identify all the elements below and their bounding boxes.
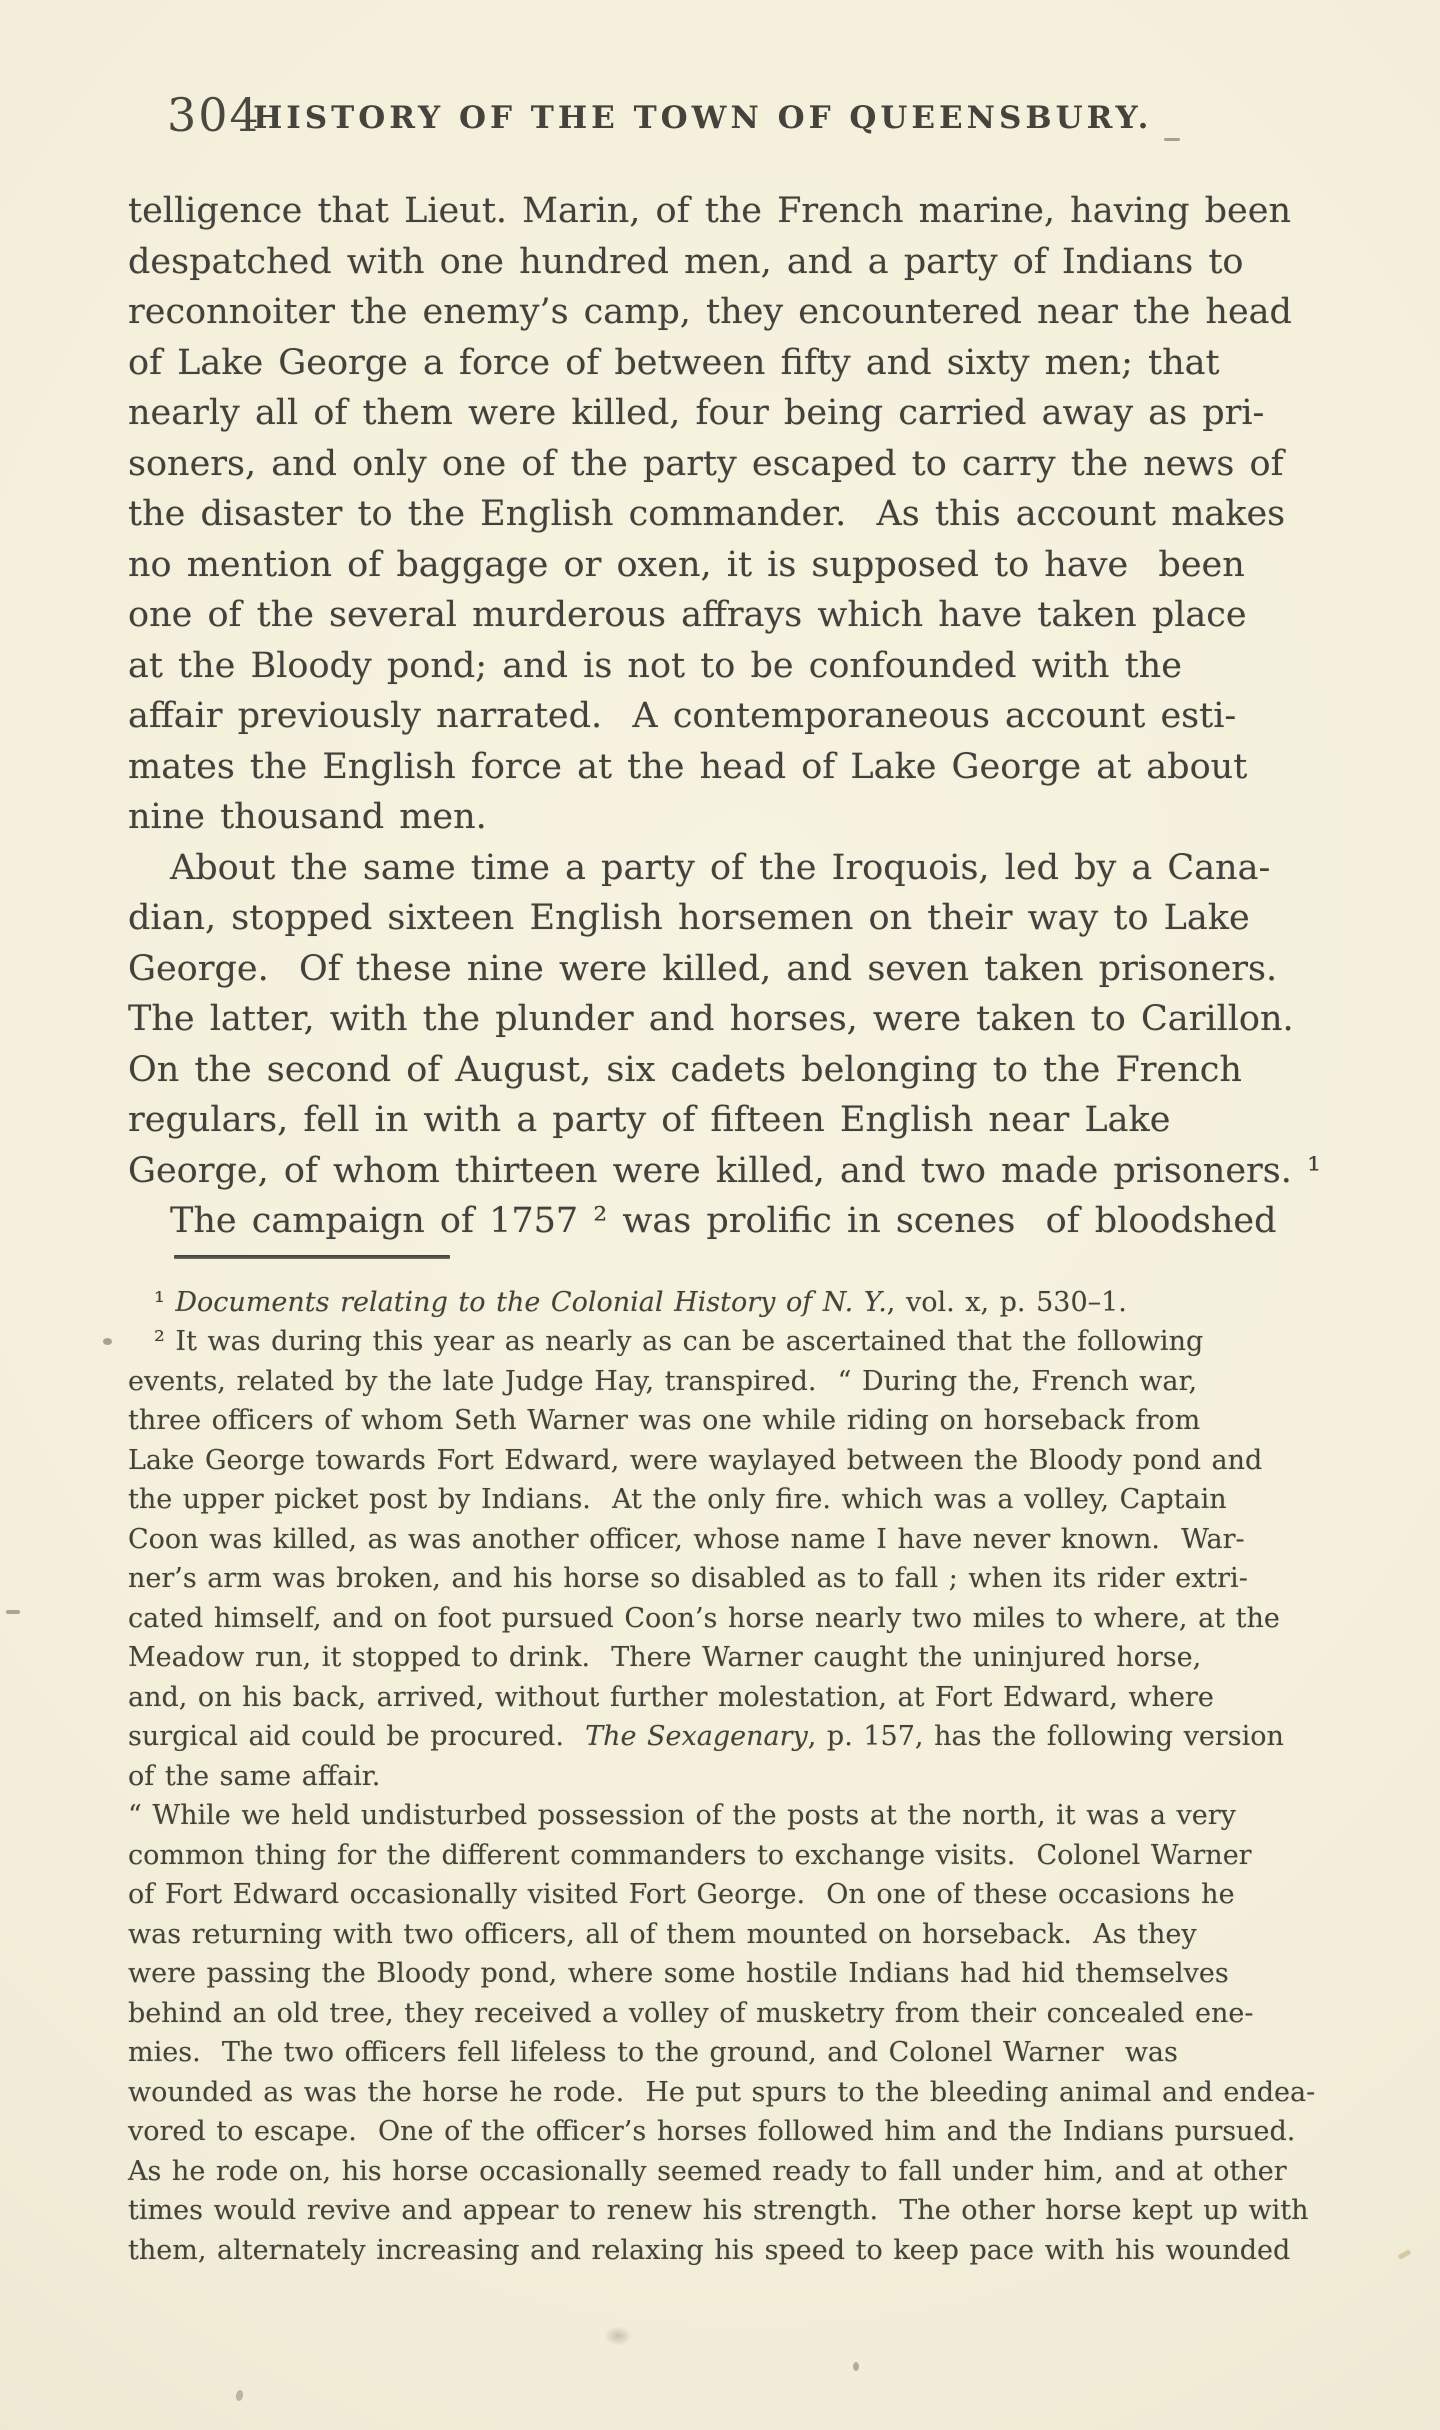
text-line: despatched with one hundred men, and a party of Indians to — [128, 241, 1244, 282]
text-line: soners, and only one of the party escaped to carry the news of — [128, 443, 1284, 484]
text-line: wounded as was the horse he rode. He put spurs to the bleeding animal and endea- — [128, 2076, 1316, 2108]
text-line: reconnoiter the enemy’s camp, they encountered near the head — [128, 292, 1292, 332]
ink-speck — [103, 1338, 112, 1345]
text-line: surgical aid could be procured. The Sexagenary, p. 157, has the following version — [128, 1721, 1284, 1752]
running-header: HISTORY OF THE TOWN OF QUEENSBURY. — [253, 100, 1153, 136]
text-line: three officers of whom Seth Warner was one while riding on horseback from — [128, 1405, 1201, 1436]
text-line: dian, stopped sixteen English horsemen on their way to Lake — [128, 898, 1250, 938]
text-line: the disaster to the English commander. As this account makes — [128, 494, 1286, 534]
text-line: of Fort Edward occasionally visited Fort George. On one of these occasions he — [128, 1879, 1235, 1910]
text-line: regulars, fell in with a party of fifteen English near Lake — [128, 1100, 1171, 1140]
footnote-2-sexagenary-quote — [128, 1796, 1378, 2270]
footnote-2-judge-hay-account — [128, 1322, 1378, 1796]
text-line: Meadow run, it stopped to drink. There Warner caught the uninjured horse, — [128, 1642, 1202, 1673]
text-line: telligence that Lieut. Marin, of the French marine, having been — [128, 191, 1291, 231]
paper-fiber-mark — [1398, 2249, 1412, 2260]
ink-speck — [235, 2389, 244, 2401]
text-line: Lake George towards Fort Edward, were waylayed between the Bloody pond and — [128, 1444, 1263, 1476]
footnotes-section — [128, 1283, 1378, 2271]
text-line: one of the several murderous affrays which have taken place — [128, 595, 1247, 635]
text-line: The campaign of 1757 ² was prolific in scenes of bloodshed — [170, 1201, 1277, 1241]
paper-smudge — [604, 2326, 632, 2346]
text-line: at the Bloody pond; and is not to be confounded with the — [128, 645, 1182, 686]
text-line: mies. The two officers fell lifeless to the ground, and Colonel Warner was — [128, 2037, 1178, 2068]
text-line: George, of whom thirteen were killed, and two made prisoners. ¹ — [128, 1150, 1322, 1191]
text-line: the upper picket post by Indians. At the only fire. which was a volley, Captain — [128, 1484, 1227, 1515]
text-line: Coon was killed, as was another officer, whose name I have never known. War- — [128, 1523, 1245, 1555]
text-column — [128, 186, 1378, 2270]
text-line: The latter, with the plunder and horses, were taken to Carillon. — [128, 999, 1294, 1039]
text-line: times would revive and appear to renew his strength. The other horse kept up with — [128, 2195, 1309, 2226]
ink-speck — [6, 1610, 20, 1614]
paragraph-campaign-1757 — [128, 1196, 1378, 1247]
paragraph-continued-from-previous-page — [128, 186, 1378, 843]
text-line: events, related by the late Judge Hay, transpired. “ During the, French war, — [128, 1365, 1198, 1397]
body-text — [128, 186, 1378, 1247]
footnote-1-citation — [128, 1283, 1378, 1323]
text-line: them, alternately increasing and relaxing his speed to keep pace with his wounded — [128, 2234, 1291, 2266]
text-line: ner’s arm was broken, and his horse so disabled as to fall ; when its rider extri- — [128, 1563, 1248, 1594]
text-line: mates the English force at the head of Lake George at about — [128, 746, 1248, 787]
ink-speck — [853, 2362, 859, 2371]
scan-artifact-dash — [1164, 138, 1180, 141]
text-line: About the same time a party of the Iroquois, led by a Cana- — [170, 847, 1271, 888]
text-line: cated himself, and on foot pursued Coon’s horse nearly two miles to where, at the — [128, 1602, 1280, 1634]
text-line: “ While we held undisturbed possession of the posts at the north, it was a very — [128, 1800, 1236, 1831]
paragraph-iroquois-party — [128, 843, 1378, 1197]
text-line: nearly all of them were killed, four being carried away as pri- — [128, 393, 1265, 433]
text-line: no mention of baggage or oxen, it is supposed to have been — [128, 544, 1245, 585]
text-line: behind an old tree, they received a volley of musketry from their concealed ene- — [128, 1997, 1254, 2029]
text-line: of Lake George a force of between fifty and sixty men; that — [128, 342, 1220, 383]
text-line: On the second of August, six cadets belonging to the French — [128, 1049, 1242, 1090]
text-line: affair previously narrated. A contemporaneous account esti- — [128, 696, 1237, 736]
text-line: As he rode on, his horse occasionally seemed ready to fall under him, and at other — [128, 2155, 1287, 2187]
text-line: were passing the Bloody pond, where some hostile Indians had hid themselves — [128, 1958, 1229, 1989]
text-line: ² It was during this year as nearly as can be ascertained that the following — [154, 1326, 1204, 1357]
text-line: nine thousand men. — [128, 797, 487, 837]
text-line: George. Of these nine were killed, and seven taken prisoners. — [128, 948, 1278, 989]
text-line: and, on his back, arrived, without further molestation, at Fort Edward, where — [128, 1681, 1214, 1713]
text-line: was returning with two officers, all of them mounted on horseback. As they — [128, 1918, 1197, 1950]
text-line: common thing for the different commanders to exchange visits. Colonel Warner — [128, 1839, 1252, 1871]
page-number: 304 — [167, 88, 261, 142]
text-line: ¹ Documents relating to the Colonial History of N. Y., vol. x, p. 530–1. — [154, 1286, 1127, 1318]
text-line: of the same affair. — [128, 1760, 381, 1792]
footnote-divider-rule — [174, 1255, 450, 1259]
text-line: vored to escape. One of the officer’s horses followed him and the Indians pursued. — [128, 2116, 1296, 2147]
